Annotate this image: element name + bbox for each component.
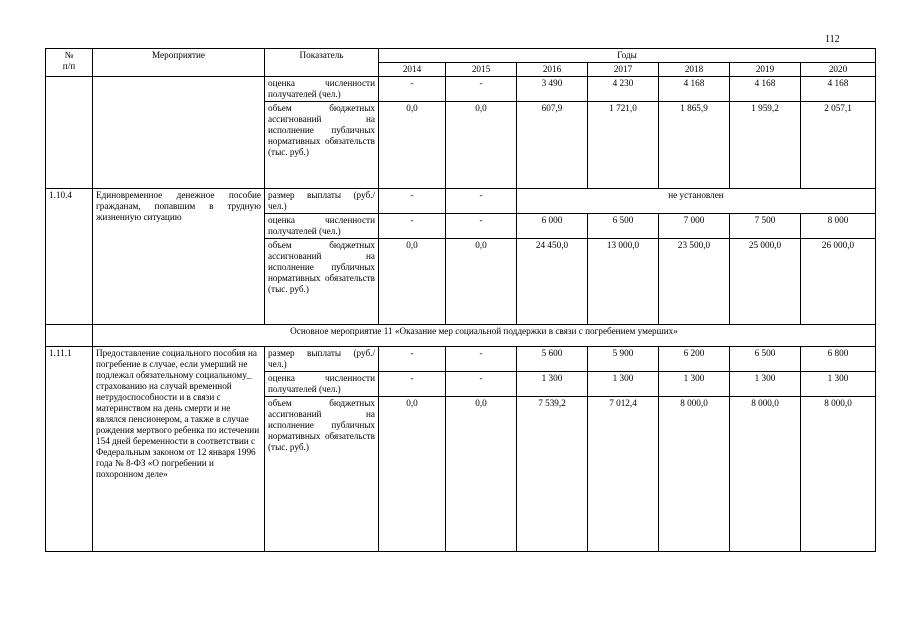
indicator-cell: размер выплаты (руб./ чел.) bbox=[265, 189, 379, 214]
year-2019: 2019 bbox=[730, 63, 801, 77]
value-cell: - bbox=[379, 347, 446, 372]
value-cell: 24 450,0 bbox=[517, 239, 588, 325]
value-cell: 0,0 bbox=[379, 397, 446, 552]
value-cell: 6 000 bbox=[517, 214, 588, 239]
value-cell: 1 300 bbox=[730, 372, 801, 397]
value-cell: - bbox=[379, 77, 446, 102]
value-cell: - bbox=[379, 214, 446, 239]
value-cell: 25 000,0 bbox=[730, 239, 801, 325]
table-row bbox=[46, 189, 876, 214]
indicator-cell: оценка численности получателей (чел.) bbox=[265, 77, 379, 102]
year-2015: 2015 bbox=[446, 63, 517, 77]
num-cell bbox=[46, 77, 93, 189]
num-cell: 1.10.4 bbox=[46, 189, 93, 325]
year-2016: 2016 bbox=[517, 63, 588, 77]
value-cell: - bbox=[446, 77, 517, 102]
value-cell: - bbox=[379, 189, 446, 214]
table-row bbox=[46, 77, 876, 102]
value-cell: 0,0 bbox=[379, 239, 446, 325]
year-2014: 2014 bbox=[379, 63, 446, 77]
page-number: 112 bbox=[825, 34, 840, 45]
value-cell: 4 168 bbox=[801, 77, 876, 102]
measure-cell: Единовременное денежное пособие гражданам, попавшим в трудную жизненную ситуацию bbox=[93, 189, 265, 325]
value-cell: - bbox=[379, 372, 446, 397]
year-2018: 2018 bbox=[659, 63, 730, 77]
value-cell: 8 000 bbox=[801, 214, 876, 239]
section-row bbox=[46, 325, 876, 347]
section-title: Основное мероприятие 11 «Оказание мер социальной поддержки в связи с погребением умерших» bbox=[93, 325, 876, 347]
indicator-cell: оценка численности получателей (чел.) bbox=[265, 372, 379, 397]
value-cell: 1 300 bbox=[801, 372, 876, 397]
value-cell: 0,0 bbox=[446, 102, 517, 189]
value-cell: 1 300 bbox=[588, 372, 659, 397]
value-cell: 1 721,0 bbox=[588, 102, 659, 189]
value-cell: 8 000,0 bbox=[659, 397, 730, 552]
value-cell: 23 500,0 bbox=[659, 239, 730, 325]
value-cell: 1 300 bbox=[659, 372, 730, 397]
value-cell: - bbox=[446, 214, 517, 239]
indicators-table bbox=[45, 48, 876, 552]
measure-cell bbox=[93, 77, 265, 189]
indicator-cell: объем бюджетных ассигнований на исполнение публичных нормативных обязательств (тыс. руб.) bbox=[265, 102, 379, 189]
value-cell: 26 000,0 bbox=[801, 239, 876, 325]
value-cell: 8 000,0 bbox=[730, 397, 801, 552]
header-years: Годы bbox=[379, 49, 876, 63]
value-cell: 6 500 bbox=[730, 347, 801, 372]
num-cell: 1.11.1 bbox=[46, 347, 93, 552]
value-cell: 7 000 bbox=[659, 214, 730, 239]
indicator-cell: объем бюджетных ассигнований на исполнение публичных нормативных обязательств (тыс. руб.) bbox=[265, 397, 379, 552]
value-cell: 4 230 bbox=[588, 77, 659, 102]
value-cell: 7 539,2 bbox=[517, 397, 588, 552]
value-cell: - bbox=[446, 372, 517, 397]
header-measure: Мероприятие bbox=[93, 49, 265, 77]
value-cell: 5 900 bbox=[588, 347, 659, 372]
value-cell: 0,0 bbox=[446, 239, 517, 325]
value-cell: 607,9 bbox=[517, 102, 588, 189]
value-cell: 8 000,0 bbox=[801, 397, 876, 552]
indicator-cell: объем бюджетных ассигнований на исполнение публичных нормативных обязательств (тыс. руб.) bbox=[265, 239, 379, 325]
indicator-cell: размер выплаты (руб./ чел.) bbox=[265, 347, 379, 372]
value-cell: 0,0 bbox=[446, 397, 517, 552]
header-row bbox=[46, 49, 876, 63]
value-cell: 5 600 bbox=[517, 347, 588, 372]
value-cell: 6 200 bbox=[659, 347, 730, 372]
value-cell: 7 012,4 bbox=[588, 397, 659, 552]
value-cell: 1 865,9 bbox=[659, 102, 730, 189]
value-cell: - bbox=[446, 347, 517, 372]
value-cell: 6 500 bbox=[588, 214, 659, 239]
header-num: № п/п bbox=[46, 49, 93, 77]
value-cell: 6 800 bbox=[801, 347, 876, 372]
not-established-cell: не установлен bbox=[517, 189, 876, 214]
year-2020: 2020 bbox=[801, 63, 876, 77]
value-cell: 4 168 bbox=[659, 77, 730, 102]
value-cell: 0,0 bbox=[379, 102, 446, 189]
value-cell: 1 300 bbox=[517, 372, 588, 397]
value-cell: 1 959,2 bbox=[730, 102, 801, 189]
value-cell: 2 057,1 bbox=[801, 102, 876, 189]
value-cell: 4 168 bbox=[730, 77, 801, 102]
value-cell: 13 000,0 bbox=[588, 239, 659, 325]
section-spacer-cell bbox=[46, 325, 93, 347]
value-cell: 7 500 bbox=[730, 214, 801, 239]
header-indicator: Показатель bbox=[265, 49, 379, 77]
indicator-cell: оценка численности получателей (чел.) bbox=[265, 214, 379, 239]
value-cell: 3 490 bbox=[517, 77, 588, 102]
measure-cell: Предоставление социального пособия на погребение в случае, если умерший не подлежал обязательному социальному_ страхованию на случай временной нетрудоспособности и в связи с материнством на день смерти и не являлся пенсионером, а также в случае рождения мертвого ребенка по истечении 154 дней беременности в соответствии с Федеральным законом от 12 января 1996 года № 8-ФЗ «О погребении и похоронном деле» bbox=[93, 347, 265, 552]
year-2017: 2017 bbox=[588, 63, 659, 77]
table-row bbox=[46, 347, 876, 372]
value-cell: - bbox=[446, 189, 517, 214]
